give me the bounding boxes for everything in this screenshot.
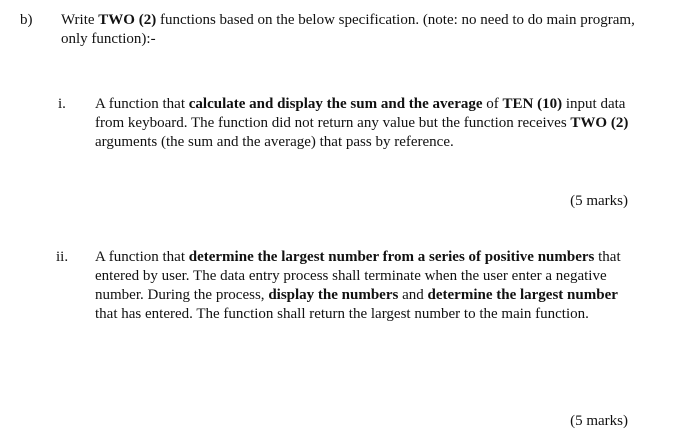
part-ii-text [95,248,635,324]
question-intro [61,11,661,49]
part-i-numeral: i. [58,96,66,112]
text-segment-bold: calculate and display the sum and the average [188,96,483,112]
text-segment: that has entered. The function shall return the largest number to the main function. [95,306,589,322]
text-segment: input data from keyboard. The function did not return any value but the function receives [95,96,626,131]
text-segment: A function that [95,249,189,265]
part-i-marks: (5 marks) [570,193,628,209]
intro-segment: functions based on the below specification. (note: no need to do main program, only function):- [61,12,635,47]
question-label: b) [20,12,33,28]
text-segment: of [482,96,503,112]
text-segment: A function that [95,96,189,112]
text-segment: and [398,287,428,303]
text-segment-bold: display the numbers [268,287,399,303]
text-segment-bold: TEN (10) [502,96,563,112]
part-ii-marks: (5 marks) [570,413,628,429]
text-segment: arguments (the sum and the average) that pass by reference. [95,134,454,150]
part-i-text [95,95,635,152]
text-segment-bold: TWO (2) [570,115,629,131]
intro-segment-bold: TWO (2) [98,12,157,28]
text-segment: that entered by user. The data entry process shall terminate when the user enter a negative number. During the process, [95,249,621,303]
intro-segment: Write [61,12,99,28]
text-segment-bold: determine the largest number [427,287,618,303]
text-segment-bold: determine the largest number from a series of positive numbers [188,249,595,265]
part-ii-numeral: ii. [56,249,69,265]
